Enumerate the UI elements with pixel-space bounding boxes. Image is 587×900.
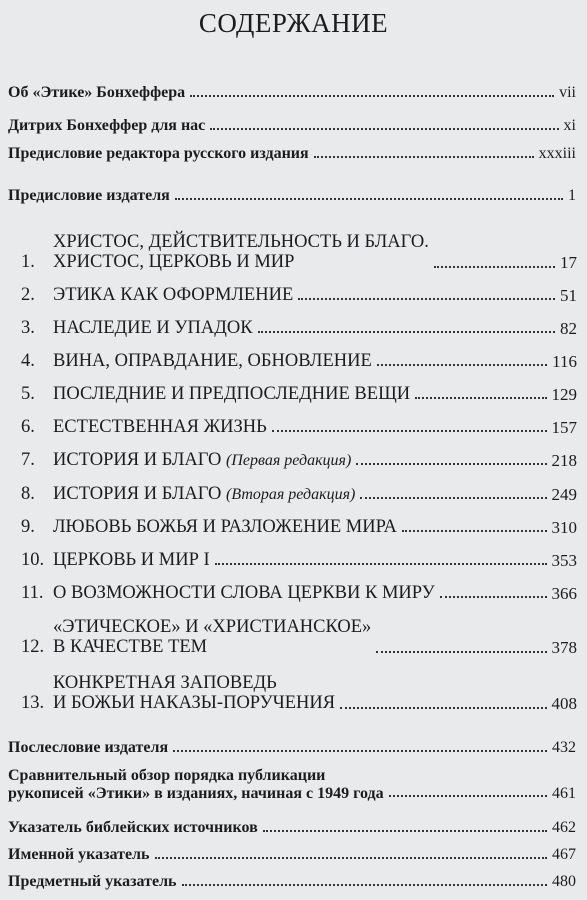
toc-page-number: 462: [552, 819, 576, 836]
toc-page-number: 51: [560, 285, 577, 305]
chapter-title: ЦЕРКОВЬ И МИР I: [53, 550, 210, 570]
toc-page-number: 249: [551, 484, 577, 504]
dot-leader: [210, 128, 558, 130]
toc-page-number: xxxiii: [538, 145, 576, 162]
toc-page-number: 82: [560, 318, 577, 338]
toc-page-number: 432: [552, 739, 576, 756]
toc-entry-title: [8, 767, 384, 802]
toc-chapter-12[interactable]: [21, 617, 577, 658]
dot-leader: [173, 750, 547, 752]
toc-page-number: xi: [563, 117, 576, 134]
chapter-title: ЕСТЕСТВЕННАЯ ЖИЗНЬ: [53, 417, 267, 437]
toc-page-number: 467: [552, 846, 576, 863]
toc-entry-subject-index[interactable]: [8, 873, 576, 891]
toc-entry-foreword-ethics[interactable]: [8, 84, 576, 102]
chapter-title-line1: «ЭТИЧЕСКОЕ» И «ХРИСТИАНСКОЕ»: [53, 617, 372, 637]
dot-leader: [215, 563, 547, 565]
dot-leader: [314, 156, 534, 158]
chapter-title: О ВОЗМОЖНОСТИ СЛОВА ЦЕРКВИ К МИРУ: [53, 583, 435, 603]
toc-page-number: 461: [552, 784, 576, 802]
toc-page-number: 218: [551, 450, 577, 470]
chapter-number: 12.: [21, 637, 45, 658]
chapter-number: 11.: [21, 583, 44, 603]
chapter-title: [53, 484, 355, 504]
dot-leader: [356, 463, 546, 465]
toc-entry-publication-overview[interactable]: [8, 767, 576, 802]
toc-chapter-9[interactable]: [21, 517, 577, 537]
chapter-number: 5.: [21, 384, 35, 404]
chapter-title-main: ИСТОРИЯ И БЛАГО: [53, 450, 222, 470]
chapter-title-main: ИСТОРИЯ И БЛАГО: [53, 484, 222, 504]
toc-page-number: 353: [551, 550, 577, 570]
chapter-title: [53, 617, 371, 658]
dot-leader: [340, 707, 546, 709]
dot-leader: [402, 530, 547, 532]
toc-chapter-2[interactable]: [21, 285, 577, 305]
dot-leader: [434, 266, 555, 268]
toc-entry-russian-editor-preface[interactable]: [8, 145, 576, 163]
dot-leader: [376, 651, 546, 653]
dot-leader: [263, 830, 547, 832]
toc-page-number: 310: [551, 517, 577, 537]
toc-chapter-4[interactable]: [21, 351, 577, 371]
dot-leader: [298, 298, 555, 300]
toc-page-number: 366: [551, 583, 577, 603]
chapter-title: ЭТИКА КАК ОФОРМЛЕНИЕ: [53, 285, 294, 305]
chapter-number: 8.: [21, 484, 35, 504]
dot-leader: [377, 364, 547, 366]
dot-leader: [272, 430, 547, 432]
toc-entry-title: Дитрих Бонхеффер для нас: [8, 117, 206, 134]
chapter-number: 9.: [21, 517, 35, 537]
chapter-edition-note: (Вторая редакция): [226, 486, 356, 503]
toc-chapter-10[interactable]: [21, 550, 577, 570]
chapter-title: [53, 232, 429, 273]
chapter-number: 1.: [21, 252, 35, 273]
dot-leader: [415, 397, 546, 399]
page-title: СОДЕРЖАНИЕ: [198, 8, 389, 38]
toc-entry-bonhoeffer-for-us[interactable]: [8, 117, 576, 135]
toc-entry-title: Предисловие редактора русского издания: [8, 145, 309, 162]
chapter-title-line1: ХРИСТОС, ДЕЙСТВИТЕЛЬНОСТЬ И БЛАГО.: [53, 232, 429, 252]
chapter-title: [53, 450, 351, 470]
toc-page-number: 378: [551, 638, 577, 657]
chapter-title-line1: КОНКРЕТНАЯ ЗАПОВЕДЬ: [53, 673, 277, 693]
dot-leader: [182, 884, 547, 886]
chapter-number: 10.: [21, 550, 45, 570]
toc-entry-title: Послесловие издателя: [8, 739, 169, 756]
dot-leader: [258, 331, 555, 333]
dot-leader: [389, 795, 547, 797]
chapter-number: 2.: [21, 285, 35, 305]
chapter-title-line2: И БОЖЬИ НАКАЗЫ-ПОРУЧЕНИЯ: [53, 693, 336, 714]
toc-chapter-3[interactable]: [21, 318, 577, 338]
chapter-number: 3.: [21, 318, 35, 338]
toc-entry-title: Именной указатель: [8, 846, 150, 863]
chapter-title: [53, 673, 335, 714]
toc-entry-name-index[interactable]: [8, 846, 576, 864]
toc-chapter-13[interactable]: [21, 673, 577, 714]
toc-page-number: vii: [559, 84, 576, 101]
chapter-number: 7.: [21, 450, 35, 470]
toc-chapter-7[interactable]: [21, 450, 577, 470]
dot-leader: [360, 497, 546, 499]
toc-page-number: 129: [551, 384, 577, 404]
toc-chapter-11[interactable]: [21, 583, 577, 603]
chapter-title: ПОСЛЕДНИЕ И ПРЕДПОСЛЕДНИЕ ВЕЩИ: [53, 384, 411, 404]
chapter-title: ВИНА, ОПРАВДАНИЕ, ОБНОВЛЕНИЕ: [53, 351, 372, 371]
toc-page-number: 408: [551, 694, 577, 713]
toc-entry-biblical-index[interactable]: [8, 819, 576, 837]
toc-entry-title: Предметный указатель: [8, 873, 177, 890]
chapter-edition-note: (Первая редакция): [226, 452, 352, 469]
dot-leader: [440, 596, 547, 598]
toc-chapter-8[interactable]: [21, 484, 577, 504]
chapter-title-line2: В КАЧЕСТВЕ ТЕМ: [53, 637, 208, 658]
dot-leader: [190, 95, 554, 97]
dot-leader: [175, 198, 563, 200]
toc-page-number: 1: [568, 187, 576, 204]
toc-entry-title-line2: рукописей «Этики» в изданиях, начиная с 1949 года: [8, 784, 384, 802]
toc-chapter-1[interactable]: [21, 232, 577, 273]
toc-page-number: 480: [552, 873, 576, 890]
chapter-title: НАСЛЕДИЕ И УПАДОК: [53, 318, 253, 338]
toc-page-number: 17: [560, 253, 577, 272]
toc-chapter-5[interactable]: [21, 384, 577, 404]
chapter-number: 6.: [21, 417, 35, 437]
chapter-number: 13.: [21, 693, 45, 714]
toc-page-number: 116: [552, 351, 577, 371]
toc-entry-title: Указатель библейских источников: [8, 819, 258, 836]
chapter-title: ЛЮБОВЬ БОЖЬЯ И РАЗЛОЖЕНИЕ МИРА: [53, 517, 397, 537]
toc-page-number: 157: [551, 417, 577, 437]
toc-entry-title: Предисловие издателя: [8, 187, 170, 204]
toc-chapter-6[interactable]: [21, 417, 577, 437]
dot-leader: [155, 857, 548, 859]
chapter-title-line2: ХРИСТОС, ЦЕРКОВЬ И МИР: [53, 252, 295, 273]
toc-entry-title-line1: Сравнительный обзор порядка публикации: [8, 767, 326, 784]
toc-entry-title: Об «Этике» Бонхеффера: [8, 84, 186, 101]
toc-entry-publisher-preface[interactable]: [8, 187, 576, 205]
chapter-number: 4.: [21, 351, 35, 371]
toc-entry-afterword[interactable]: [8, 739, 576, 757]
